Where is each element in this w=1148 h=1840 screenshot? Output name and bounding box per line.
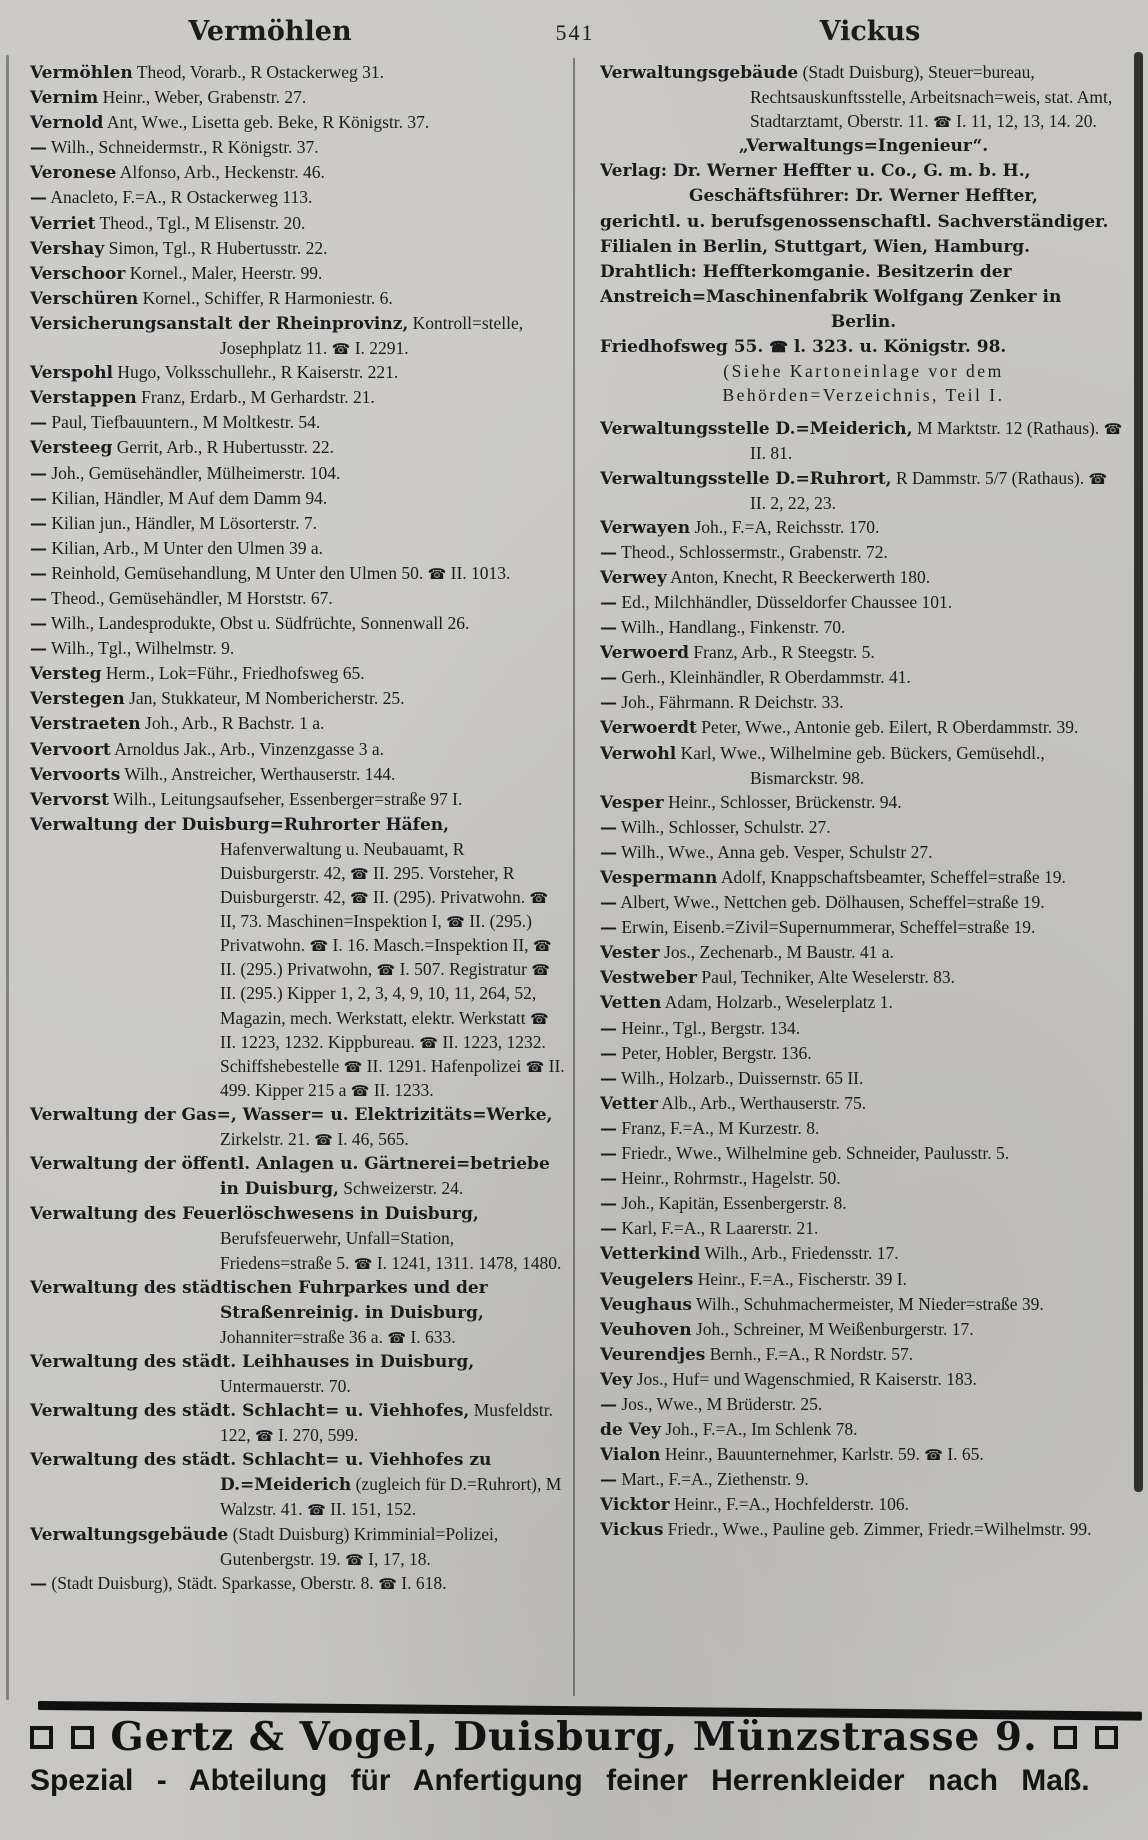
entry-headword: — — [30, 138, 47, 159]
directory-entry: — Albert, Wwe., Nettchen geb. Dölhausen, Scheffel=straße 19. — [600, 892, 1045, 914]
entry-headword: Verwayen — [600, 517, 691, 538]
entry-headword: Veugelers — [600, 1269, 694, 1290]
directory-entry: Vernold Ant, Wwe., Lisetta geb. Beke, R Königstr. 37. — [30, 112, 430, 134]
entry-headword: Verwoerdt — [600, 718, 697, 739]
directory-entry: Verwaltung des städt. Schlacht= u. Viehhofes zu D.=Meiderich (zugleich für D.=Ruhrort), M Walzstr. 41. ☎ II. 151, 152. — [30, 1450, 562, 1520]
directory-entry: — Erwin, Eisenb.=Zivil=Supernummerar, Scheffel=straße 19. — [600, 917, 1036, 939]
phone-icon: ☎ — [309, 939, 329, 956]
phone-icon: ☎ — [350, 1083, 370, 1100]
directory-entry: Verwaltung des städt. Leihhauses in Duisburg, Untermauerstr. 70. — [30, 1351, 475, 1396]
directory-entry: — Joh., Gemüsehändler, Mülheimerstr. 104. — [30, 462, 341, 484]
entry-headword: Friedhofsweg 55. ☎ l. 323. u. Königstr. 98. — [600, 337, 1007, 358]
directory-entry: Vespermann Adolf, Knappschaftsbeamter, Scheffel=straße 19. — [600, 867, 1066, 888]
entry-headword: — — [30, 538, 47, 559]
directory-entry: Vickus Friedr., Wwe., Pauline geb. Zimmer, Friedr.=Wilhelmstr. 99. — [600, 1519, 1092, 1541]
entry-headword: Vetten — [600, 993, 662, 1014]
directory-entry — [600, 334, 1127, 359]
directory-entry: Verwoerd Franz, Arb., R Steegstr. 5. — [600, 642, 875, 664]
entry-headword: Verriet — [30, 213, 96, 234]
entry-headword: — — [30, 1573, 47, 1594]
entry-headword: Verwoerd — [600, 643, 690, 664]
directory-entry: Vester Jos., Zechenarb., M Baustr. 41 a. — [600, 942, 894, 964]
directory-entry: Veuhoven Joh., Schreiner, M Weißenburgerstr. 17. — [600, 1318, 974, 1340]
entry-headword: — — [600, 918, 617, 939]
entry-headword: Vetterkind — [600, 1244, 701, 1265]
entry-headword: — — [600, 693, 617, 714]
directory-entry: Vetterkind Wilh., Arb., Friedensstr. 17. — [600, 1243, 899, 1265]
directory-entry: — Mart., F.=A., Ziethenstr. 9. — [600, 1469, 809, 1491]
entry-headword: — — [30, 513, 47, 534]
entry-headword: — — [30, 639, 47, 660]
entry-headword: Vermöhlen — [30, 63, 133, 83]
directory-entry: — Gerh., Kleinhändler, R Oberdammstr. 41. — [600, 667, 911, 689]
directory-entry: — Franz, F.=A., M Kurzestr. 8. — [600, 1117, 820, 1139]
entry-headword: Veughaus — [600, 1294, 692, 1315]
entry-headword: Verwaltung der Gas=, Wasser= u. Elektrizitäts=Werke, — [30, 1104, 553, 1125]
directory-entry: — Theod., Gemüsehändler, M Horststr. 67. — [30, 587, 333, 609]
entry-headword: de Vey — [600, 1420, 661, 1441]
right-column — [600, 60, 1127, 1543]
entry-headword: — — [600, 618, 617, 639]
entry-headword: Verstegen — [30, 689, 125, 710]
directory-entry: Verspohl Hugo, Volksschullehr., R Kaiserstr. 221. — [30, 362, 399, 384]
page-edge-shadow-left — [6, 55, 9, 1700]
entry-headword: — — [600, 1470, 617, 1491]
advert-subtitle: Spezial - Abteilung für Anfertigung feiner Herrenkleider nach Maß. — [30, 1764, 1090, 1797]
entry-headword: Verwaltung des städtischen Fuhrparkes und der Straßenreinig. in Duisburg, — [30, 1277, 488, 1323]
directory-entry: Vervorst Wilh., Leitungsaufseher, Essenberger=straße 97 I. — [30, 788, 463, 810]
directory-entry — [600, 284, 1127, 309]
directory-entry: Vey Jos., Huf= und Wagenschmied, R Kaiserstr. 183. — [600, 1368, 977, 1390]
entry-headword: Verwaltungsgebäude — [30, 1524, 229, 1545]
directory-entry: — Heinr., Tgl., Bergstr. 134. — [600, 1017, 801, 1039]
entry-headword: Versteeg — [30, 438, 113, 459]
entry-headword: Verschoor — [30, 263, 126, 284]
phone-icon: ☎ — [419, 1035, 438, 1052]
entry-headword: — — [600, 1169, 617, 1190]
entry-headword: Berlin. — [830, 311, 897, 332]
entry-headword: Verwaltung des Feuerlöschwesens in Duisburg, — [30, 1204, 479, 1225]
left-column — [30, 60, 568, 1596]
entry-headword: Vesper — [600, 792, 664, 813]
entry-headword: Geschäftsführer: Dr. Werner Heffter, — [689, 186, 1038, 207]
advertisement — [0, 1714, 1148, 1798]
column-divider-rule — [573, 58, 575, 1696]
entry-headword: Vervorst — [30, 789, 109, 810]
entry-headword: Verspohl — [30, 363, 114, 384]
directory-entry: — Wilh., Schlosser, Schulstr. 27. — [600, 816, 831, 838]
directory-entry: — Reinhold, Gemüsehandlung, M Unter den Ulmen 50. ☎ II. 1013. — [30, 562, 511, 584]
directory-entry: — Karl, F.=A., R Laarerstr. 21. — [600, 1218, 819, 1240]
directory-entry: Vetter Alb., Arb., Werthauserstr. 75. — [600, 1092, 867, 1114]
directory-entry: Verwaltungsstelle D.=Ruhrort, R Dammstr. 5/7 (Rathaus). ☎ II. 2, 22, 23. — [600, 467, 1108, 513]
phone-icon: ☎ — [378, 1576, 397, 1593]
entry-headword: Verwey — [600, 567, 667, 588]
phone-icon: ☎ — [314, 1133, 333, 1150]
phone-icon: ☎ — [307, 1503, 326, 1520]
entry-headword: — — [600, 842, 617, 863]
entry-headword: Anstreich=Maschinenfabrik Wolfgang Zenker in — [600, 286, 1062, 307]
directory-entry — [600, 309, 1127, 334]
directory-entry: — Joh., Fährmann. R Deichstr. 33. — [600, 692, 844, 714]
square-ornament-icon — [30, 1726, 53, 1749]
phone-icon: ☎ — [531, 963, 550, 980]
directory-entry: Vesper Heinr., Schlosser, Brückenstr. 94. — [600, 791, 902, 813]
entry-headword: — — [600, 893, 617, 914]
entry-headword: — — [30, 488, 47, 509]
directory-entry: — Wilh., Handlang., Finkenstr. 70. — [600, 617, 846, 639]
entry-headword: Verwaltung des städt. Schlacht= u. Viehhofes zu D.=Meiderich — [30, 1450, 492, 1496]
phone-icon: ☎ — [924, 1448, 943, 1465]
directory-entry: — Theod., Schlossermstr., Grabenstr. 72. — [600, 541, 888, 563]
entry-headword: — — [30, 563, 47, 584]
directory-entry: Verwayen Joh., F.=A, Reichsstr. 170. — [600, 516, 880, 538]
directory-entry: de Vey Joh., F.=A., Im Schlenk 78. — [600, 1419, 858, 1441]
directory-entry: Veronese Alfonso, Arb., Heckenstr. 46. — [30, 162, 325, 184]
phone-icon: ☎ — [532, 939, 552, 956]
directory-entry: — Peter, Hobler, Bergstr. 136. — [600, 1042, 812, 1064]
entry-headword: Vickus — [600, 1520, 664, 1541]
entry-headword: Verwaltung der Duisburg=Ruhrorter Häfen, — [30, 814, 450, 835]
directory-entry: — Wilh., Schneidermstr., R Königstr. 37. — [30, 137, 319, 159]
directory-entry: — (Stadt Duisburg), Städt. Sparkasse, Oberstr. 8. ☎ I. 618. — [30, 1572, 447, 1594]
phone-icon: ☎ — [1088, 471, 1108, 488]
entry-headword: — — [600, 1068, 617, 1089]
phone-icon: ☎ — [1103, 422, 1123, 439]
entry-headword: — — [30, 463, 47, 484]
directory-entry: Vicktor Heinr., F.=A., Hochfelderstr. 106. — [600, 1494, 909, 1516]
entry-headword: Veronese — [30, 163, 117, 184]
directory-entry: Verwaltung des städtischen Fuhrparkes und der Straßenreinig. in Duisburg, Johanniter=straße 36 a. ☎ I. 633. — [30, 1277, 488, 1347]
directory-entry: — Kilian, Arb., M Unter den Ulmen 39 a. — [30, 537, 324, 559]
directory-entry: — Kilian jun., Händler, M Lösorterstr. 7. — [30, 512, 318, 534]
directory-entry: Verwaltung der Duisburg=Ruhrorter Häfen, Hafenverwaltung u. Neubauamt, R Duisburgerstr. 42, ☎ II. 295. Vorsteher, R Duisburgerstr. 42, ☎ II. (295). Privatwohn. ☎ II, 73. Maschinen=Inspektion I, ☎ II. (295.) Privatwohn. ☎ I. 16. Masch.=Inspektion II, ☎ II. (295.) Privatwohn, ☎ I. 507. Registratur ☎ II. (295.) Kipper 1, 2, 3, 4, 9, 10, 11, 264, 52, Magazin, mech. Werkstatt, elektr. Werkstatt ☎ II. 1223, 1232. Kippbureau. ☎ II. 1223, 1232. Schiffshebestelle ☎ II. 1291. Hafenpolizei ☎ II. 499. Kipper 215 a ☎ II. 1233. — [30, 814, 565, 1100]
phone-icon: ☎ — [376, 963, 396, 980]
directory-entry: Behörden=Verzeichnis, Teil I. — [722, 385, 1005, 406]
running-head-left: Vermöhlen — [188, 16, 352, 47]
entry-headword: Vialon — [600, 1445, 661, 1466]
running-head-right: Vickus — [819, 16, 921, 47]
phone-icon: ☎ — [353, 1256, 373, 1273]
entry-headword: Filialen in Berlin, Stuttgart, Wien, Hamburg. — [600, 236, 1031, 257]
directory-entry — [600, 259, 1127, 284]
directory-entry: Vernim Heinr., Weber, Grabenstr. 27. — [30, 87, 307, 109]
entry-headword: Verlag: Dr. Werner Heffter u. Co., G. m. b. H., — [600, 161, 1031, 182]
entry-headword: — — [30, 413, 47, 434]
directory-entry: Verwey Anton, Knecht, R Beeckerwerth 180. — [600, 566, 931, 588]
entry-headword: Vetter — [600, 1093, 658, 1114]
directory-entry: — Friedr., Wwe., Wilhelmine geb. Schneider, Paulusstr. 5. — [600, 1143, 1010, 1165]
entry-headword: Vershay — [30, 238, 105, 259]
directory-entry: Versteeg Gerrit, Arb., R Hubertusstr. 22. — [30, 437, 334, 459]
entry-headword: Vespermann — [600, 868, 718, 888]
directory-entry: — Wilh., Holzarb., Duissernstr. 65 II. — [600, 1067, 864, 1089]
phone-icon: ☎ — [933, 115, 952, 132]
directory-entry — [600, 209, 1127, 234]
entry-headword: „Verwaltungs=Ingenieur“. — [738, 136, 989, 157]
phone-icon: ☎ — [349, 891, 369, 908]
directory-entry: Vialon Heinr., Bauunternehmer, Karlstr. 59. ☎ I. 65. — [600, 1444, 984, 1466]
phone-icon: ☎ — [349, 867, 369, 883]
entry-headword: Veurendjes — [600, 1344, 706, 1365]
directory-entry: — Wilh., Landesprodukte, Obst u. Südfrüchte, Sonnenwall 26. — [30, 613, 470, 635]
phone-icon: ☎ — [345, 1552, 364, 1569]
entry-headword: Drahtlich: Heffterkomganie. Besitzerin der — [600, 261, 1012, 282]
directory-entry — [600, 133, 1127, 158]
entry-headword: Vester — [600, 943, 660, 964]
directory-entry: — Paul, Tiefbauuntern., M Moltkestr. 54. — [30, 412, 321, 434]
directory-entry: Verwaltungsgebäude (Stadt Duisburg), Steuer=bureau, Rechtsauskunftsstelle, Arbeitsnach=weis, stat. Amt, Stadtarztamt, Oberstr. 11. ☎ I. 11, 12, 13, 14. 20. — [600, 62, 1113, 132]
directory-entry: — Ed., Milchhändler, Düsseldorfer Chaussee 101. — [600, 591, 953, 613]
entry-headword: Vestweber — [600, 968, 697, 989]
entry-headword: Verwaltungsgebäude — [600, 63, 799, 83]
phone-icon: ☎ — [331, 342, 351, 359]
entry-headword: — — [600, 1144, 617, 1165]
directory-entry — [600, 183, 1127, 208]
directory-entry: Verstappen Franz, Erdarb., M Gerhardstr. 21. — [30, 387, 375, 409]
square-ornament-icon — [71, 1726, 94, 1749]
square-ornament-icon — [1095, 1726, 1118, 1749]
entry-headword: Verwaltung des städt. Schlacht= u. Viehhofes, — [30, 1401, 470, 1422]
entry-headword: Verwohl — [600, 743, 677, 764]
entry-headword: Verschüren — [30, 288, 139, 309]
directory-entry: Verwohl Karl, Wwe., Wilhelmine geb. Bückers, Gemüsehdl., Bismarckstr. 98. — [600, 742, 1045, 788]
directory-entry: Verwaltung der öffentl. Anlagen u. Gärtnerei=betriebe in Duisburg, Schweizerstr. 24. — [30, 1154, 550, 1200]
entry-headword: — — [30, 588, 47, 609]
directory-entry: Verwoerdt Peter, Wwe., Antonie geb. Eilert, R Oberdammstr. 39. — [600, 717, 1079, 739]
entry-headword: Versteg — [30, 664, 102, 685]
entry-headword: Verwaltungsstelle D.=Meiderich, — [600, 419, 913, 440]
directory-entry: Veugelers Heinr., F.=A., Fischerstr. 39 I. — [600, 1268, 907, 1290]
entry-headword: — — [600, 817, 617, 838]
directory-entry: Versicherungsanstalt der Rheinprovinz, Kontroll=stelle, Josephplatz 11. ☎ I. 2291. — [30, 312, 524, 359]
square-ornament-icon — [1054, 1726, 1077, 1749]
entry-headword: — — [600, 592, 617, 613]
directory-entry: Verschüren Kornel., Schiffer, R Harmoniestr. 6. — [30, 287, 393, 309]
directory-entry — [600, 234, 1127, 259]
directory-entry: — Joh., Kapitän, Essenbergerstr. 8. — [600, 1193, 847, 1215]
directory-entry: — Anacleto, F.=A., R Ostackerweg 113. — [30, 187, 313, 209]
phone-icon: ☎ — [769, 338, 788, 357]
directory-entry: (Siehe Kartoneinlage vor dem — [723, 361, 1004, 382]
directory-entry — [600, 158, 1127, 183]
directory-entry: — Heinr., Rohrmstr., Hagelstr. 50. — [600, 1168, 841, 1190]
entry-headword: Vernold — [30, 113, 104, 134]
directory-entry: Veurendjes Bernh., F.=A., R Nordstr. 57. — [600, 1343, 914, 1365]
phone-icon: ☎ — [446, 915, 465, 932]
entry-headword: — — [600, 542, 617, 563]
phone-icon: ☎ — [529, 891, 549, 908]
phone-icon: ☎ — [255, 1429, 274, 1446]
entry-headword: Vernim — [30, 88, 99, 109]
entry-headword: Verwaltungsstelle D.=Ruhrort, — [600, 468, 892, 489]
entry-headword: Verstraeten — [30, 714, 141, 735]
directory-entry: — Jos., Wwe., M Brüderstr. 25. — [600, 1393, 823, 1415]
entry-headword: — — [30, 614, 47, 635]
phone-icon: ☎ — [427, 566, 447, 583]
directory-entry: Vermöhlen Theod, Vorarb., R Ostackerweg 31. — [30, 62, 385, 83]
directory-entry: Veughaus Wilh., Schuhmachermeister, M Nieder=straße 39. — [600, 1293, 1044, 1315]
directory-entry: Versteg Herm., Lok=Führ., Friedhofsweg 65. — [30, 663, 365, 685]
entry-headword: Veuhoven — [600, 1319, 692, 1340]
directory-entry: — Wilh., Wwe., Anna geb. Vesper, Schulstr 27. — [600, 841, 933, 863]
entry-headword: — — [600, 1043, 617, 1064]
entry-headword: Versicherungsanstalt der Rheinprovinz, — [30, 313, 409, 334]
entry-headword: Verwaltung der öffentl. Anlagen u. Gärtnerei=betriebe in Duisburg, — [30, 1154, 550, 1200]
directory-entry: Vervoorts Wilh., Anstreicher, Werthauserstr. 144. — [30, 763, 396, 785]
phone-icon: ☎ — [529, 1011, 549, 1028]
directory-entry: Verwaltungsstelle D.=Meiderich, M Marktstr. 12 (Rathaus). ☎ II. 81. — [600, 418, 1123, 464]
advert-title: Gertz & Vogel, Duisburg, Münzstrasse 9. — [110, 1714, 1038, 1760]
entry-headword: — — [600, 1394, 617, 1415]
entry-headword: — — [600, 1118, 617, 1139]
directory-entry: — Wilh., Tgl., Wilhelmstr. 9. — [30, 638, 235, 660]
entry-headword: Vervoort — [30, 739, 111, 760]
entry-headword: Vey — [600, 1369, 633, 1390]
entry-headword: — — [30, 188, 47, 209]
directory-entry: Vershay Simon, Tgl., R Hubertusstr. 22. — [30, 237, 328, 259]
directory-entry: Vervoort Arnoldus Jak., Arb., Vinzenzgasse 3 a. — [30, 738, 385, 760]
phone-icon: ☎ — [525, 1059, 545, 1076]
entry-headword: gerichtl. u. berufsgenossenschaftl. Sachverständiger. — [600, 211, 1109, 232]
entry-headword: — — [600, 1018, 617, 1039]
directory-entry: Vestweber Paul, Techniker, Alte Weselerstr. 83. — [600, 967, 955, 989]
page-edge-shadow-right — [1134, 52, 1143, 1492]
entry-headword: Verwaltung des städt. Leihhauses in Duisburg, — [30, 1351, 475, 1372]
directory-entry: Verstraeten Joh., Arb., R Bachstr. 1 a. — [30, 713, 325, 735]
directory-entry: Vetten Adam, Holzarb., Weselerplatz 1. — [600, 992, 893, 1014]
directory-entry: Verriet Theod., Tgl., M Elisenstr. 20. — [30, 212, 306, 234]
entry-headword: — — [600, 668, 617, 689]
entry-headword: — — [600, 1219, 617, 1240]
directory-entry: Verwaltung des Feuerlöschwesens in Duisburg, Berufsfeuerwehr, Unfall=Station, Friedens=straße 5. ☎ I. 1241, 1311. 1478, 1480. — [30, 1204, 562, 1273]
directory-entry: Verwaltung des städt. Schlacht= u. Viehhofes, Musfeldstr. 122, ☎ I. 270, 599. — [30, 1400, 553, 1446]
entry-headword: Vervoorts — [30, 764, 121, 785]
phone-icon: ☎ — [343, 1059, 363, 1076]
page-number: 541 — [555, 20, 595, 45]
entry-headword: Vicktor — [600, 1495, 670, 1516]
advert-title-row — [0, 1714, 1148, 1760]
directory-entry: Verstegen Jan, Stukkateur, M Nombericherstr. 25. — [30, 688, 405, 710]
directory-entry: — Kilian, Händler, M Auf dem Damm 94. — [30, 487, 328, 509]
directory-entry: Verwaltungsgebäude (Stadt Duisburg) Krimminial=Polizei, Gutenbergstr. 19. ☎ I, 17, 18. — [30, 1523, 499, 1569]
directory-entry: Verwaltung der Gas=, Wasser= u. Elektrizitäts=Werke, Zirkelstr. 21. ☎ I. 46, 565. — [30, 1104, 553, 1150]
entry-headword: — — [600, 1194, 617, 1215]
directory-entry: Verschoor Kornel., Maler, Heerstr. 99. — [30, 262, 323, 284]
phone-icon: ☎ — [387, 1330, 407, 1347]
entry-headword: Verstappen — [30, 388, 137, 409]
